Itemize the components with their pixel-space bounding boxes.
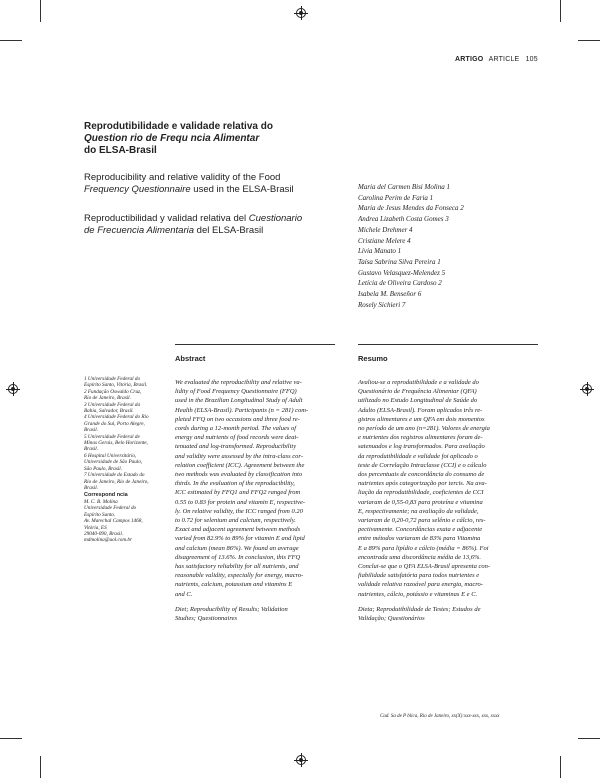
abstract-line: to 0.72 for selenium and calcium, respectively. (175, 517, 296, 525)
author-name: Isabela M. Benseñor 6 (358, 290, 422, 299)
header-artigo: ARTIGO (455, 56, 484, 63)
resumo-line: Adulto (ELSA-Brasil). Foram aplicados três re- (358, 406, 483, 414)
abstract-line: and C. (175, 590, 193, 598)
footer-citation: Cad. Sa de P blica, Rio de Janeiro, xx(X):xxx-xxx, xxx, xxxx (380, 714, 500, 719)
author-name: Michele Drehmer 4 (358, 225, 413, 234)
header-article: ARTICLE (488, 56, 520, 63)
resumo-keywords-line1: Dieta; Reprodutibilidade de Testes; Estudos de (358, 606, 481, 613)
registration-mark-top (296, 8, 306, 18)
resumo-line: fiabilidade satisfatória para todos nutrientes e (358, 572, 480, 580)
title-english (84, 172, 354, 196)
abstract-line: and calcium (mean 86%). We found an average (175, 544, 299, 552)
author-name: Maria del Carmen Bisi Molina 1 (358, 183, 450, 191)
crop-mark (560, 756, 561, 778)
affiliation-line: 7 Universidade do Estado do (84, 472, 145, 479)
resumo-line: da reprodutibilidade e validade foi aplicado o (358, 452, 478, 460)
abstract-line: relation coefficient (ICC). Agreement between the (175, 461, 305, 469)
crop-mark (40, 756, 41, 778)
abstract-line: energy and nutrients of food records were deat- (175, 434, 299, 442)
resumo-line: pectivamente. Concordâncias exata e adjacente (358, 526, 483, 534)
affiliation-line: Brasil. (84, 446, 98, 453)
correspondence-line: 29040-090, Brasil. (84, 531, 124, 538)
affiliation-line: Brasil. (84, 484, 98, 491)
affiliation-line: Espírito Santo, Vitória, Brasil. (84, 382, 148, 389)
resumo-line: dos percentuais de concordância do consumo de (358, 471, 485, 479)
affiliations (84, 376, 166, 491)
resumo-line: E, respectivamente; na avaliação da validade, (358, 507, 479, 515)
abstract-line: ICC estimated by FFQ1 and FFQ2 ranged from (175, 489, 301, 497)
resumo-line: satenuados e log transformados. Para avaliação (358, 443, 485, 451)
resumo-line: Questionário de Frequência Alimentar (QFA) (358, 388, 477, 396)
resumo-line: nutrientes, cálcio, potássio e vitaminas E e C. (358, 590, 478, 598)
resumo-keywords-line2: Validação; Questionários (358, 615, 425, 623)
affiliation-line: 6 Hospital Universitário, (84, 452, 137, 459)
resumo-line: Conclui-se que o QFA ELSA-Brasil apresenta con- (358, 563, 491, 571)
affiliation-line: Universidade de São Paulo, (84, 459, 143, 466)
running-header (455, 56, 538, 63)
resumo-line: no período de um ano (n=281). Valores de energia (358, 425, 490, 433)
title-pt-line1: Reprodutibilidade e validade relativa do (84, 121, 273, 132)
abstract-line: reasonable validity, especially for energy, macro- (175, 572, 304, 580)
affiliation-line: 5 Universidade Federal de (84, 433, 140, 440)
registration-mark-left (8, 384, 18, 394)
affiliation-line: Rio de Janeiro, Brasil. (84, 395, 131, 402)
title-spanish (84, 213, 354, 237)
affiliation-line: Rio de Janeiro, Rio de Janeiro, (84, 478, 149, 485)
author-name: Gustavo Velasquez-Melendez 5 (358, 268, 446, 277)
resumo-line: variaram de 0,55-0,83 para proteína e vitamina (358, 498, 483, 506)
author-name: Carolina Perim de Faria 1 (358, 193, 434, 202)
affiliation-line: 2 Fundação Oswaldo Cruz, (84, 388, 142, 395)
abstract-line: Health (ELSA-Brasil). Participants (n = 281) com- (175, 406, 309, 414)
correspondence-block (84, 492, 166, 544)
resumo-body (358, 378, 533, 599)
resumo-line: Avaliou-se a reprodutibilidade e a validade do (358, 379, 479, 386)
affiliation-line: Minas Gerais, Belo Horizonte, (84, 440, 148, 447)
correspondence-line: M. C. B. Molina (84, 499, 118, 505)
abstract-line: two methods was evaluated by classification into (175, 471, 303, 479)
crop-mark (560, 0, 561, 22)
abstract-line: thirds. In the evaluation of the reproducibility, (175, 480, 295, 488)
resumo-line: entre métodos variaram de 83% para Vitamina (358, 535, 481, 543)
author-list (358, 182, 558, 310)
header-page-number: 105 (525, 56, 538, 63)
affiliation-line: 3 Universidade Federal da (84, 401, 141, 408)
resumo-keywords (358, 605, 533, 623)
title-en-line2: Frequency Questionnaire used in the ELSA-Brasil (84, 184, 294, 195)
abstract-heading: Abstract (175, 354, 206, 363)
correspondence-line: Av. Marechal Campos 1468, (84, 518, 143, 525)
correspondence-line: mdmolina@uol.com.br (84, 537, 132, 544)
author-name: Letícia de Oliveira Cardoso 2 (358, 279, 442, 288)
crop-mark (0, 40, 22, 41)
abstract-line: cords during a 12-month period. The values of (175, 425, 297, 433)
divider (358, 344, 538, 345)
abstract-line: pleted FFQ on two occasions and three food re- (175, 415, 300, 423)
abstract-keywords-line1: Diet; Reproducibility of Results; Validation (175, 606, 288, 613)
resumo-line: E a 89% para lipídio e cálcio (média = 86%). Foi (358, 544, 489, 552)
correspondence-line: Espírito Santo. (84, 511, 116, 518)
correspondence-lines (84, 499, 166, 544)
abstract-line: nutrients, calcium, potassium and vitamins E (175, 581, 293, 589)
abstract-keywords (175, 605, 340, 623)
resumo-line: e nutrientes dos registros alimentares foram de- (358, 434, 483, 442)
crop-mark (578, 738, 600, 739)
crop-mark (0, 738, 22, 739)
resumo-line: teste de Correlação Intraclasse (CCI) e o cálculo (358, 461, 487, 469)
title-es-line1: Reproductibilidad y validad relativa del Cuestionario (84, 213, 303, 224)
affiliation-line: Bahia, Salvador, Brasil. (84, 408, 134, 415)
correspondence-label: Correspond ncia (84, 492, 128, 498)
crop-mark (578, 40, 600, 41)
resumo-line: liação da reprodutibilidade, coeficientes de CCI (358, 489, 484, 497)
abstract-body (175, 378, 340, 599)
abstract-line: Exact and adjacent agreement between methods (175, 526, 301, 534)
resumo-line: validade relativa razoável para energia, macro- (358, 581, 483, 589)
abstract-line: has satisfactory reliability for all nutrients, and (175, 563, 299, 571)
registration-mark-right (582, 384, 592, 394)
affiliation-line: 4 Universidade Federal do Rio (84, 414, 149, 421)
resumo-line: variaram de 0,20-0,72 para selênio e cálcio, res- (358, 517, 486, 525)
crop-mark (40, 0, 41, 22)
abstract-keywords-line2: Studies; Questionnaires (175, 615, 238, 623)
title-en-line1: Reproducibility and relative validity of the Food (84, 172, 281, 183)
abstract-line: used in the Brazilian Longitudinal Study of Adult (175, 397, 303, 405)
resumo-line: gistros alimentares e um QFA em dois momentos (358, 415, 485, 423)
divider (175, 344, 335, 345)
title-es-line2: de Frecuencia Alimentaria del ELSA-Brasil (84, 225, 264, 236)
title-pt-line2: Question rio de Frequ ncia Alimentar (84, 133, 260, 144)
affiliation-line: 1 Universidade Federal do (84, 376, 141, 382)
correspondence-line: Universidade Federal do (84, 505, 137, 512)
affiliation-line: Grande do Sul, Porto Alegre, (84, 420, 145, 427)
title-portuguese (84, 121, 344, 157)
author-name: Maria de Jesus Mendes da Fonseca 2 (358, 204, 464, 213)
abstract-line: We evaluated the reproducibility and relative va- (175, 379, 302, 386)
author-name: Rosely Sichieri 7 (358, 300, 406, 309)
title-pt-line3: do ELSA-Brasil (84, 145, 157, 156)
resumo-line: nutrientes após categorização por tercis. Na ava- (358, 480, 487, 488)
affiliation-line: Brasil. (84, 427, 98, 434)
author-name: Cristiane Melere 4 (358, 236, 411, 245)
abstract-line: varied from 82.9% to 89% for vitamin E and lipid (175, 535, 305, 543)
affiliation-line: São Paulo, Brasil. (84, 465, 123, 472)
registration-mark-bottom (296, 755, 306, 765)
author-name: Lívia Manato 1 (358, 247, 402, 256)
resumo-heading: Resumo (358, 354, 388, 363)
author-name: Andrea Lizabeth Costa Gomes 3 (358, 215, 449, 224)
abstract-line: and validity were assessed by the intra-class cor- (175, 452, 303, 460)
resumo-line: utilizado no Estudo Longitudinal de Saúde do (358, 397, 478, 405)
abstract-line: lidity of Food Frequency Questionnaire (FFQ) (175, 388, 297, 396)
correspondence-line: Vitória, ES (84, 524, 107, 531)
resumo-line: encontrada uma discordância média de 13,6%. (358, 553, 482, 561)
abstract-line: ly. On relative validity, the ICC ranged from 0.20 (175, 507, 303, 515)
abstract-line: 0.55 to 0.83 for protein and vitamin E, respective- (175, 498, 306, 506)
abstract-line: tenuated and log-transformed. Reproducibility (175, 443, 297, 451)
author-name: Taísa Sabrina Silva Pereira 1 (358, 257, 441, 266)
abstract-line: disagreement of 13.6%. In conclusion, this FFQ (175, 553, 301, 561)
